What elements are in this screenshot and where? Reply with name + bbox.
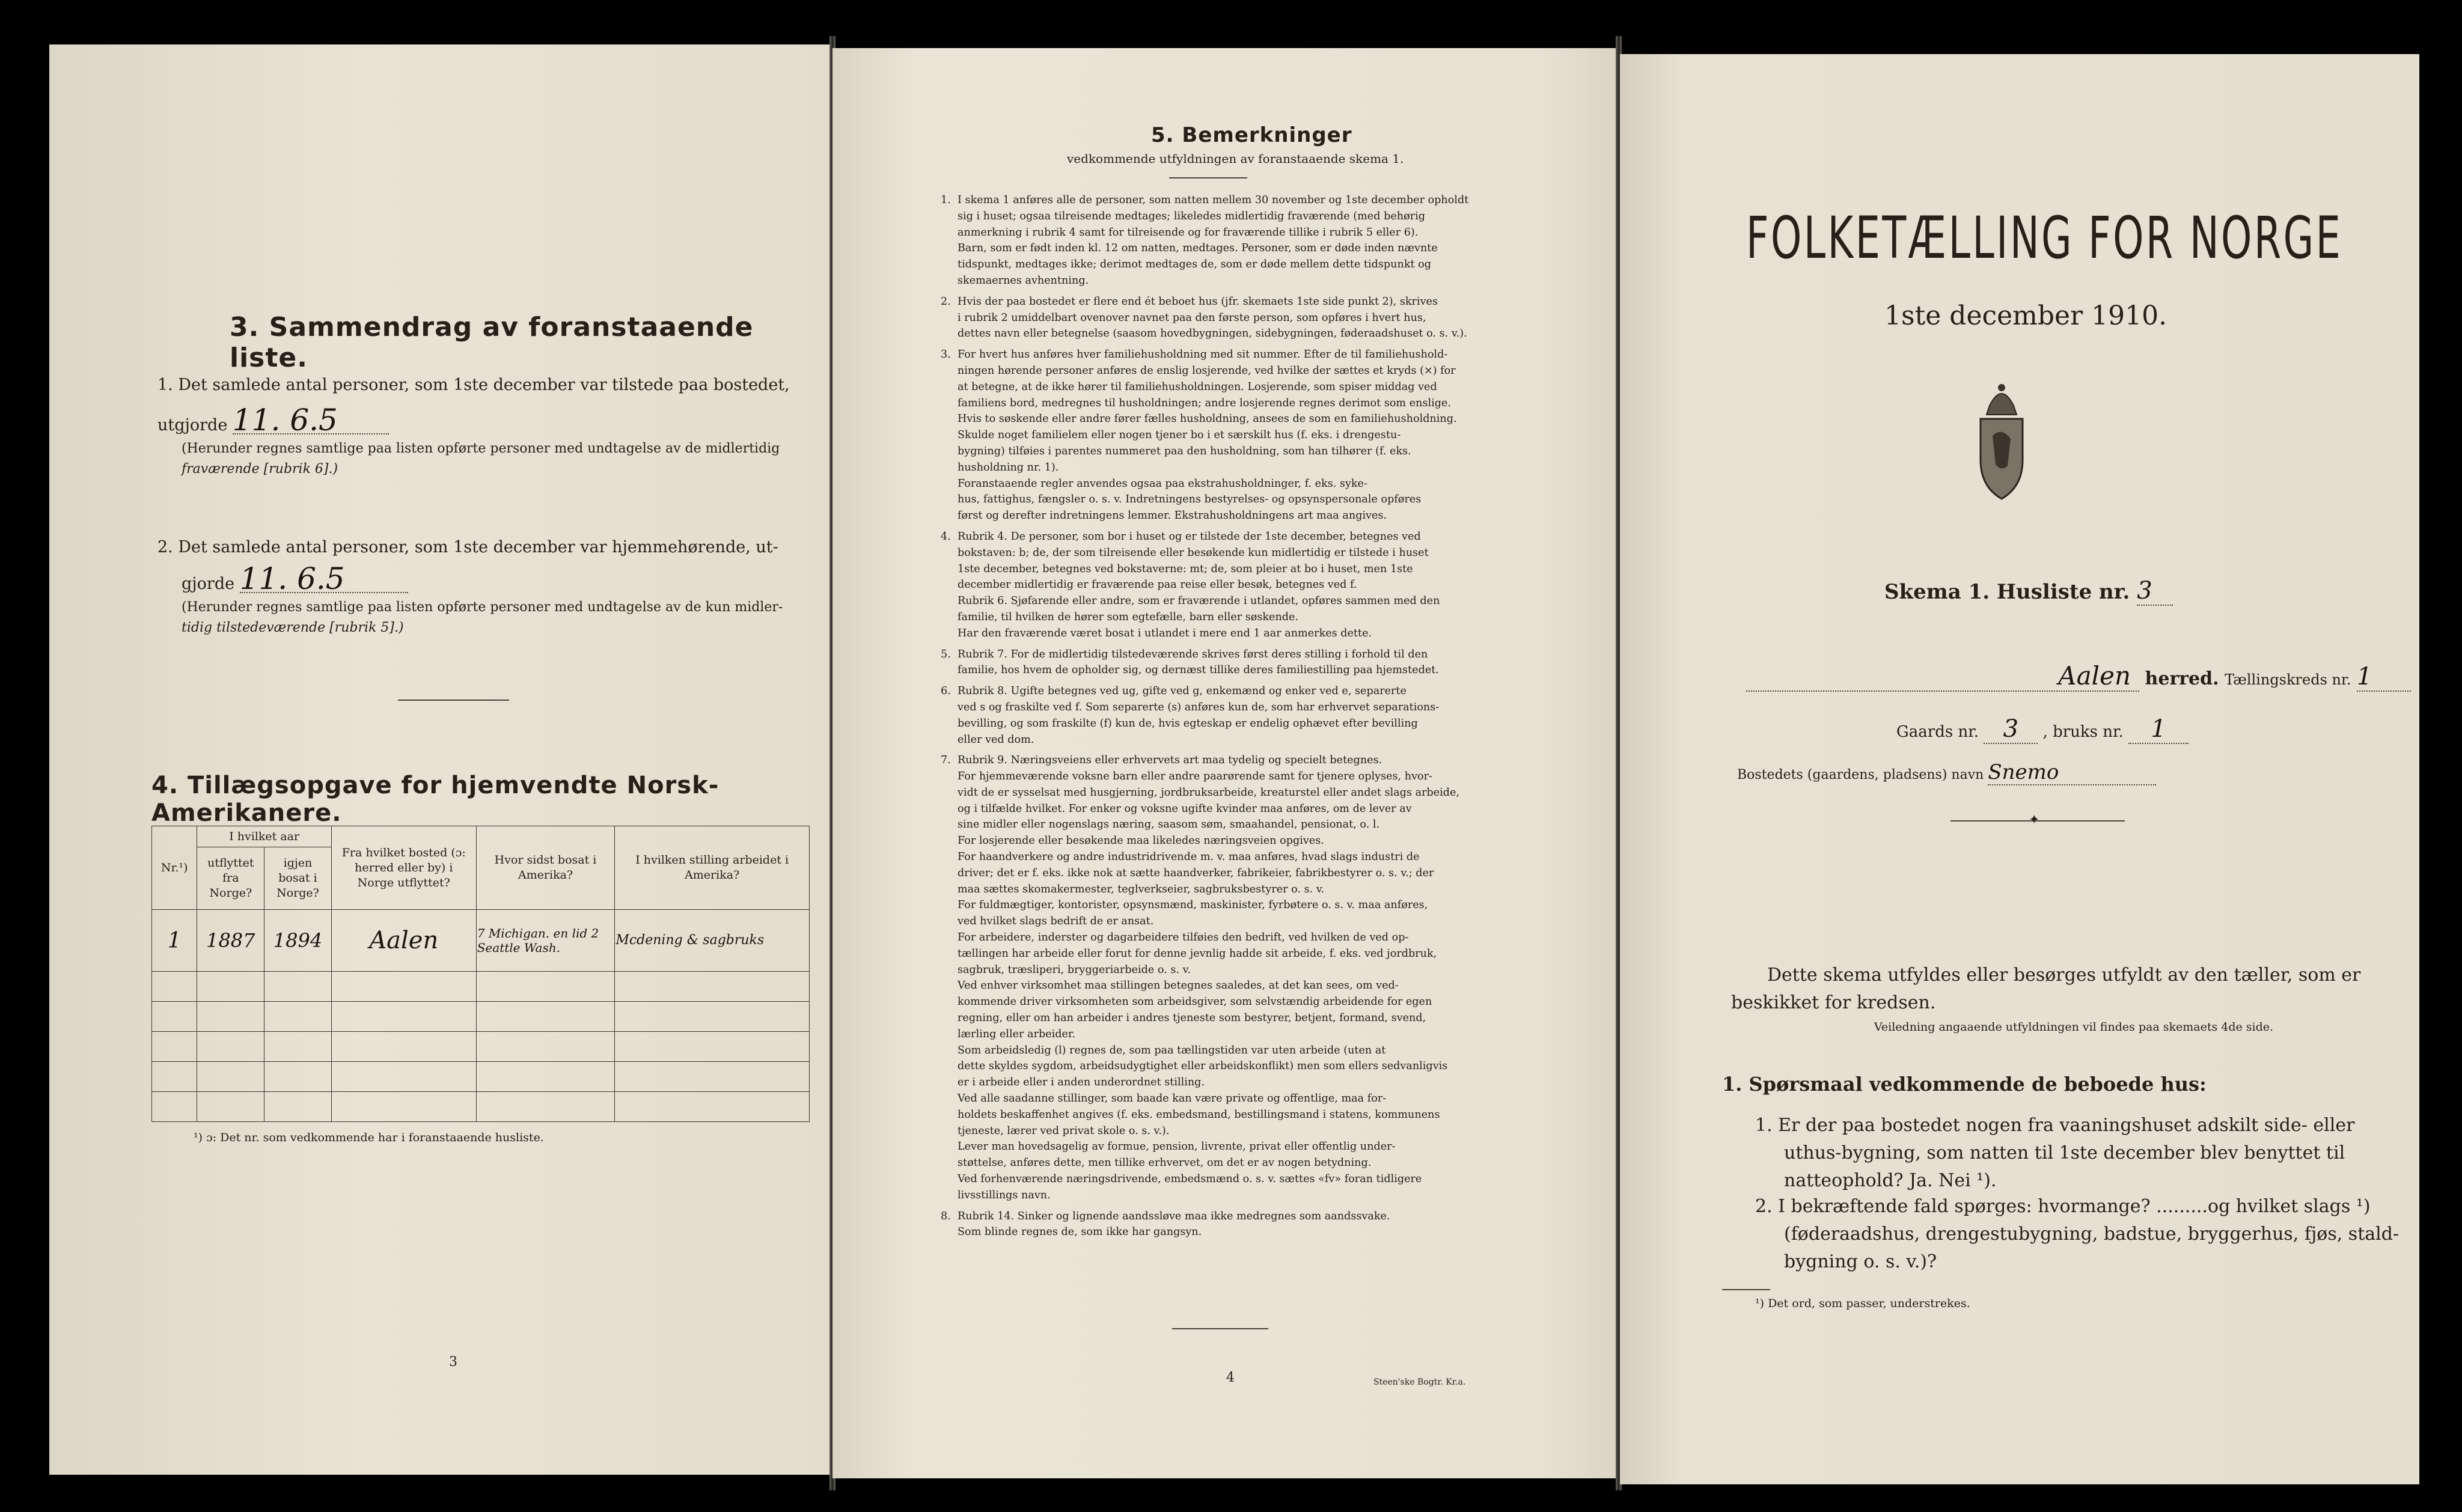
remark-item bbox=[941, 294, 1548, 342]
remark-line: vidt de er sysselsat med husgjerning, jordbruksarbeide, kreaturstel eller andet slags arbeide, bbox=[958, 786, 1460, 799]
remark-line: 1ste december, betegnes ved bokstaverne: mt; de, som pleier at bo i huset, men 1ste bbox=[958, 562, 1413, 575]
remark-line: støttelse, anføres dette, men tillike erhvervet, om det er av nogen betydning. bbox=[958, 1157, 1372, 1169]
col-emigrated: utflyttet fra Norge? bbox=[197, 847, 264, 910]
section3-title: 3. Sammendrag av foranstaaende liste. bbox=[230, 312, 754, 373]
herred-line: Aalen herred. Tællingskreds nr. 1 bbox=[1746, 661, 2411, 692]
remark-line: 8. Rubrik 14. Sinker og lignende aandssløve maa ikke medregnes som aandssvake. bbox=[941, 1209, 1548, 1225]
question-1 bbox=[1755, 1112, 2416, 1195]
page-number-middle: 4 bbox=[1226, 1370, 1235, 1385]
coat-of-arms-icon bbox=[1969, 382, 2035, 502]
remark-line: sig i huset; ogsaa tilreisende medtages; likeledes midlertidig fraværende (med behørig bbox=[958, 210, 1425, 222]
remark-line: 1. I skema 1 anføres alle de personer, som natten mellem 30 november og 1ste december opholdt bbox=[941, 192, 1548, 209]
question-line: 2. I bekræftende fald spørges: hvormange? .........og hvilket slags ¹) bbox=[1755, 1196, 2371, 1217]
remark-line: 5. Rubrik 7. For de midlertidig tilstedeværende skrives først deres stilling i forhold til den bbox=[941, 647, 1548, 663]
remark-line: og i tilfælde hvilket. For enker og voksne ugifte kvinder maa anføres, om de lever av bbox=[958, 802, 1412, 815]
remark-line: driver; det er f. eks. ikke nok at sætte haandverker, fabrikeier, fabrikbestyrer o. s. v.; der bbox=[958, 867, 1434, 879]
remark-line: dette skyldes sygdom, arbeidsudygtighet eller arbeidskonflikt) men som ellers sedvanligvis bbox=[958, 1060, 1448, 1073]
remark-line: 6. Rubrik 8. Ugifte betegnes ved ug, gifte ved g, enkemænd og enker ved e, separerte bbox=[941, 683, 1548, 700]
remark-line: ved hvilket slags bedrift de er ansat. bbox=[958, 915, 1154, 928]
remark-line: Foranstaaende regler anvendes ogsaa paa ekstrahusholdninger, f. eks. syke- bbox=[958, 477, 1367, 490]
remark-item bbox=[941, 192, 1548, 289]
remark-number: 6. bbox=[941, 685, 951, 698]
question-line: bygning o. s. v.)? bbox=[1784, 1251, 1937, 1272]
question-line: 1. Er der paa bostedet nogen fra vaaningshuset adskilt side- eller bbox=[1755, 1115, 2355, 1136]
remark-line: husholdning nr. 1). bbox=[958, 461, 1059, 474]
remark-line: livsstillings navn. bbox=[958, 1189, 1051, 1201]
remark-number: 2. bbox=[941, 295, 951, 308]
ornament-icon: ✦ bbox=[2029, 812, 2040, 828]
bosted-value: Snemo bbox=[1988, 760, 2156, 785]
remark-item bbox=[941, 647, 1548, 679]
remark-line: sine midler eller nogenslags næring, saasom søm, smaahandel, pensionat, o. l. bbox=[958, 818, 1380, 831]
item1-value: 11. 6.5 bbox=[233, 407, 389, 434]
table-row: 1 1887 1894 Aalen 7 Michigan. en lid 2 Seattle Wash. Mcdening & sagbruks bbox=[152, 910, 810, 972]
remark-line: For haandverkere og andre industridrivende m. v. maa anføres, hvad slags industri de bbox=[958, 851, 1420, 864]
remark-line: Ved alle saadanne stillinger, som baade kan være private og offentlige, maa for- bbox=[958, 1093, 1387, 1105]
divider bbox=[1722, 1289, 1770, 1290]
bruks-value: 1 bbox=[2128, 715, 2189, 744]
remark-line: 4. Rubrik 4. De personer, som bor i huset og er tilstede der 1ste december, betegnes ved bbox=[941, 529, 1548, 545]
section3-item1: 1. Det samlede antal personer, som 1ste december var tilstede paa bostedet, utgjorde 11. 6.5 (Herunder regnes samtlige paa listen opførte personer med undtagelse av de midlertidig fraværende [rubrik 6].) bbox=[157, 376, 790, 477]
remark-line: ningen hørende personer anføres de enslig losjerende, ved hvilke der sættes et kryds (×) for bbox=[958, 364, 1456, 377]
questions-heading: 1. Spørsmaal vedkommende de beboede hus: bbox=[1722, 1073, 2207, 1096]
remark-line: familiens bord, medregnes til husholdningen; andre losjerende regnes derimot som enslige. bbox=[958, 397, 1452, 409]
remarks-list bbox=[941, 192, 1548, 1245]
question-line: uthus-bygning, som natten til 1ste december blev benyttet til bbox=[1784, 1142, 2345, 1163]
bosted-line: Bostedets (gaardens, pladsens) navn Snemo bbox=[1737, 760, 2156, 785]
kreds-value: 1 bbox=[2357, 663, 2411, 692]
americans-table bbox=[151, 826, 810, 1122]
remark-line: Skulde noget familielem eller nogen tjener bo i et særskilt hus (f. eks. i drengestu- bbox=[958, 429, 1401, 442]
remark-line: Som blinde regnes de, som ikke har gangsyn. bbox=[958, 1226, 1202, 1239]
remark-line: først og derefter indretningens lemmer. Ekstrahusholdningens art maa angives. bbox=[958, 510, 1387, 522]
herred-value: Aalen bbox=[1746, 661, 2139, 692]
remark-line: Rubrik 6. Sjøfarende eller andre, som er fraværende i utlandet, opføres sammen med den bbox=[958, 595, 1440, 608]
remark-line: familie, til hvilken de hører som egtefælle, barn eller søskende. bbox=[958, 611, 1299, 623]
table-row bbox=[152, 1002, 810, 1032]
gaards-value: 3 bbox=[1984, 715, 2038, 744]
remark-line: bevilling, og som fraskilte (f) kun de, hvis egteskap er endelig ophævet efter bevilling bbox=[958, 717, 1418, 730]
remark-line: tjeneste, lærer ved privat skole o. s. v.). bbox=[958, 1124, 1170, 1137]
remark-item bbox=[941, 347, 1548, 524]
question-line: (føderaadshus, drengestubygning, badstue, bryggerhus, fjøs, stald- bbox=[1784, 1224, 2399, 1245]
remark-line: For fuldmægtiger, kontorister, opsynsmænd, maskinister, fyrbøtere o. s. v. maa anføres, bbox=[958, 899, 1428, 912]
remark-item bbox=[941, 529, 1548, 642]
item2-value: 11. 6.5 bbox=[240, 565, 408, 593]
remark-line: skemaernes avhentning. bbox=[958, 274, 1089, 287]
remark-line: Ved forhenværende næringsdrivende, embedsmænd o. s. v. sættes «fv» foran tidligere bbox=[958, 1173, 1422, 1186]
printer-mark: Steen'ske Bogtr. Kr.a. bbox=[1373, 1377, 1466, 1387]
page-title: FOLKETÆLLING FOR NORGE bbox=[1746, 204, 2343, 272]
divider bbox=[1172, 1328, 1268, 1329]
right-footnote: ¹) Det ord, som passer, understrekes. bbox=[1755, 1297, 1970, 1310]
remark-line: er i arbeide eller i anden underordnet stilling. bbox=[958, 1076, 1205, 1089]
remark-number: 7. bbox=[941, 754, 951, 767]
col-last-place: Hvor sidst bosat i Amerika? bbox=[476, 826, 615, 910]
remark-line: Barn, som er født inden kl. 12 om natten, medtages. Personer, som er døde inden nævnte bbox=[958, 242, 1438, 255]
remark-line: For losjerende eller besøkende maa likeledes næringsveien opgives. bbox=[958, 835, 1324, 847]
table-row bbox=[152, 1032, 810, 1062]
col-occupation: I hvilken stilling arbeidet i Amerika? bbox=[615, 826, 810, 910]
remark-line: regning, eller om han arbeider i andres tjeneste som bestyrer, betjent, formand, svend, bbox=[958, 1012, 1426, 1025]
census-date: 1ste december 1910. bbox=[1884, 300, 2167, 331]
section4-title: 4. Tillægsopgave for hjemvendte Norsk-Amerikanere. bbox=[151, 772, 719, 827]
remark-number: 4. bbox=[941, 530, 951, 543]
middle-page bbox=[832, 48, 1617, 1478]
table-row bbox=[152, 1062, 810, 1092]
section5-title: 5. Bemerkninger bbox=[1151, 123, 1352, 147]
divider bbox=[1169, 177, 1247, 178]
right-page bbox=[1620, 54, 2419, 1484]
col-year-group: I hvilket aar bbox=[197, 826, 331, 847]
remark-number: 3. bbox=[941, 349, 951, 361]
remark-line: ved s og fraskilte ved f. Som separerte (s) anføres kun de, som har erhvervet separations- bbox=[958, 701, 1440, 713]
remark-number: 5. bbox=[941, 648, 951, 660]
gaards-line: Gaards nr. 3 , bruks nr. 1 bbox=[1896, 715, 2189, 744]
remark-line: Som arbeidsledig (l) regnes de, som paa tællingstiden var uten arbeide (uten at bbox=[958, 1044, 1386, 1056]
table-row bbox=[152, 972, 810, 1002]
remark-line: 2. Hvis der paa bostedet er flere end ét beboet hus (jfr. skemaets 1ste side punkt 2), skrives bbox=[941, 294, 1548, 310]
remark-line: Lever man hovedsagelig av formue, pension, livrente, privat eller offentlig under- bbox=[958, 1141, 1396, 1153]
section4-footnote: ¹) ɔ: Det nr. som vedkommende har i foranstaaende husliste. bbox=[194, 1131, 544, 1144]
remark-line: anmerkning i rubrik 4 samt for tilreisende og for fraværende tillike i rubrik 5 eller 6). bbox=[958, 226, 1419, 239]
remark-number: 1. bbox=[941, 194, 951, 206]
divider bbox=[398, 700, 509, 701]
remark-line: familie, hos hvem de opholder sig, og dernæst tillike deres familiestilling paa hjemstedet. bbox=[958, 664, 1439, 677]
remark-line: 3. For hvert hus anføres hver familiehusholdning med sit nummer. Efter de til familiehushold- bbox=[941, 347, 1548, 363]
remark-line: holdets beskaffenhet angives (f. eks. embedsmand, bestillingsmand i statens, kommunens bbox=[958, 1108, 1440, 1121]
remark-line: kommende driver virksomheten som arbeidsgiver, som selvstændig arbeidende for egen bbox=[958, 996, 1432, 1008]
section5-subtitle: vedkommende utfyldningen av foranstaaende skema 1. bbox=[1067, 151, 1404, 166]
remark-line: For arbeidere, inderster og dagarbeidere tilføies den bedrift, ved hvilken de ved op- bbox=[958, 931, 1409, 944]
question-2 bbox=[1755, 1193, 2416, 1276]
page-number-left: 3 bbox=[449, 1355, 457, 1370]
remark-item bbox=[941, 752, 1548, 1203]
remark-item bbox=[941, 1209, 1548, 1241]
remark-line: bokstaven: b; de, der som tilreisende eller besøkende kun midlertidig er tilstede i huset bbox=[958, 546, 1429, 559]
question-line: natteophold? Ja. Nei ¹). bbox=[1784, 1170, 1997, 1191]
remark-line: tællingen har arbeide eller forut for denne jevnlig hadde sit arbeide, f. eks. ved jordbruk, bbox=[958, 947, 1437, 960]
remark-line: december midlertidig er fraværende paa reise eller besøk, betegnes ved f. bbox=[958, 579, 1357, 591]
remark-item bbox=[941, 683, 1548, 748]
schema-label: Skema 1. Husliste nr. 3 bbox=[1884, 577, 2173, 606]
remark-number: 8. bbox=[941, 1210, 951, 1222]
husliste-nr: 3 bbox=[2137, 577, 2173, 606]
remark-line: i rubrik 2 umiddelbart ovenover navnet paa den første person, som opføres i hvert hus, bbox=[958, 311, 1426, 324]
col-nr: Nr.¹) bbox=[152, 826, 197, 910]
remark-line: eller ved dom. bbox=[958, 733, 1034, 746]
remark-line: dettes navn eller betegnelse (saasom hovedbygningen, sidebygningen, føderaadshuset o. s. v.). bbox=[958, 328, 1467, 340]
col-from-place: Fra hvilket bosted (ɔ: herred eller by) i Norge utflyttet? bbox=[331, 826, 476, 910]
remark-line: maa sættes skomakermester, teglverkseier, sagbruksbestyrer o. s. v. bbox=[958, 883, 1325, 895]
remark-line: lærling eller arbeider. bbox=[958, 1028, 1076, 1040]
remark-line: For hjemmeværende voksne barn eller andre paarørende samt for tjenere oplyses, hvor- bbox=[958, 770, 1432, 783]
remark-line: hus, fattighus, fængsler o. s. v. Indretningens bestyrelses- og opsynspersonale opføres bbox=[958, 493, 1422, 506]
col-returned: igjen bosat i Norge? bbox=[264, 847, 332, 910]
remark-line: Hvis to søskende eller andre fører fælles husholdning, ansees de som en familiehusholdning. bbox=[958, 413, 1457, 425]
remark-line: sagbruk, træsliperi, bryggeriarbeide o. s. v. bbox=[958, 963, 1191, 976]
remark-line: Ved enhver virksomhet maa stillingen betegnes saaledes, at det kan sees, om ved- bbox=[958, 980, 1399, 992]
remark-line: Har den fraværende været bosat i utlandet i mere end 1 aar anmerkes dette. bbox=[958, 627, 1372, 639]
table-row bbox=[152, 1092, 810, 1122]
intro-text: Dette skema utfyldes eller besørges utfyldt av den tæller, som er beskikket for kredsen. Veiledning angaaende utfyldningen vil findes paa skemaets 4de side. bbox=[1731, 965, 2361, 1034]
left-page bbox=[49, 44, 831, 1475]
remark-line: bygning) tilføies i parentes nummeret paa den husholdning, som han tilhører (f. eks. bbox=[958, 445, 1411, 457]
remark-line: at betegne, at de ikke hører til familiehusholdningen. Losjerende, som spiser middag ved bbox=[958, 380, 1437, 393]
remark-line: 7. Rubrik 9. Næringsveiens eller erhvervets art maa tydelig og specielt betegnes. bbox=[941, 752, 1548, 769]
section3-item2: 2. Det samlede antal personer, som 1ste december var hjemmehørende, ut- gjorde 11. 6.5 (Herunder regnes samtlige paa listen opførte personer med undtagelse av de kun midler- tidig tilstedeværende [rubrik 5].) bbox=[157, 538, 783, 635]
remark-line: tidspunkt, medtages ikke; derimot medtages de, som er døde mellem dette tidspunkt og bbox=[958, 258, 1432, 271]
